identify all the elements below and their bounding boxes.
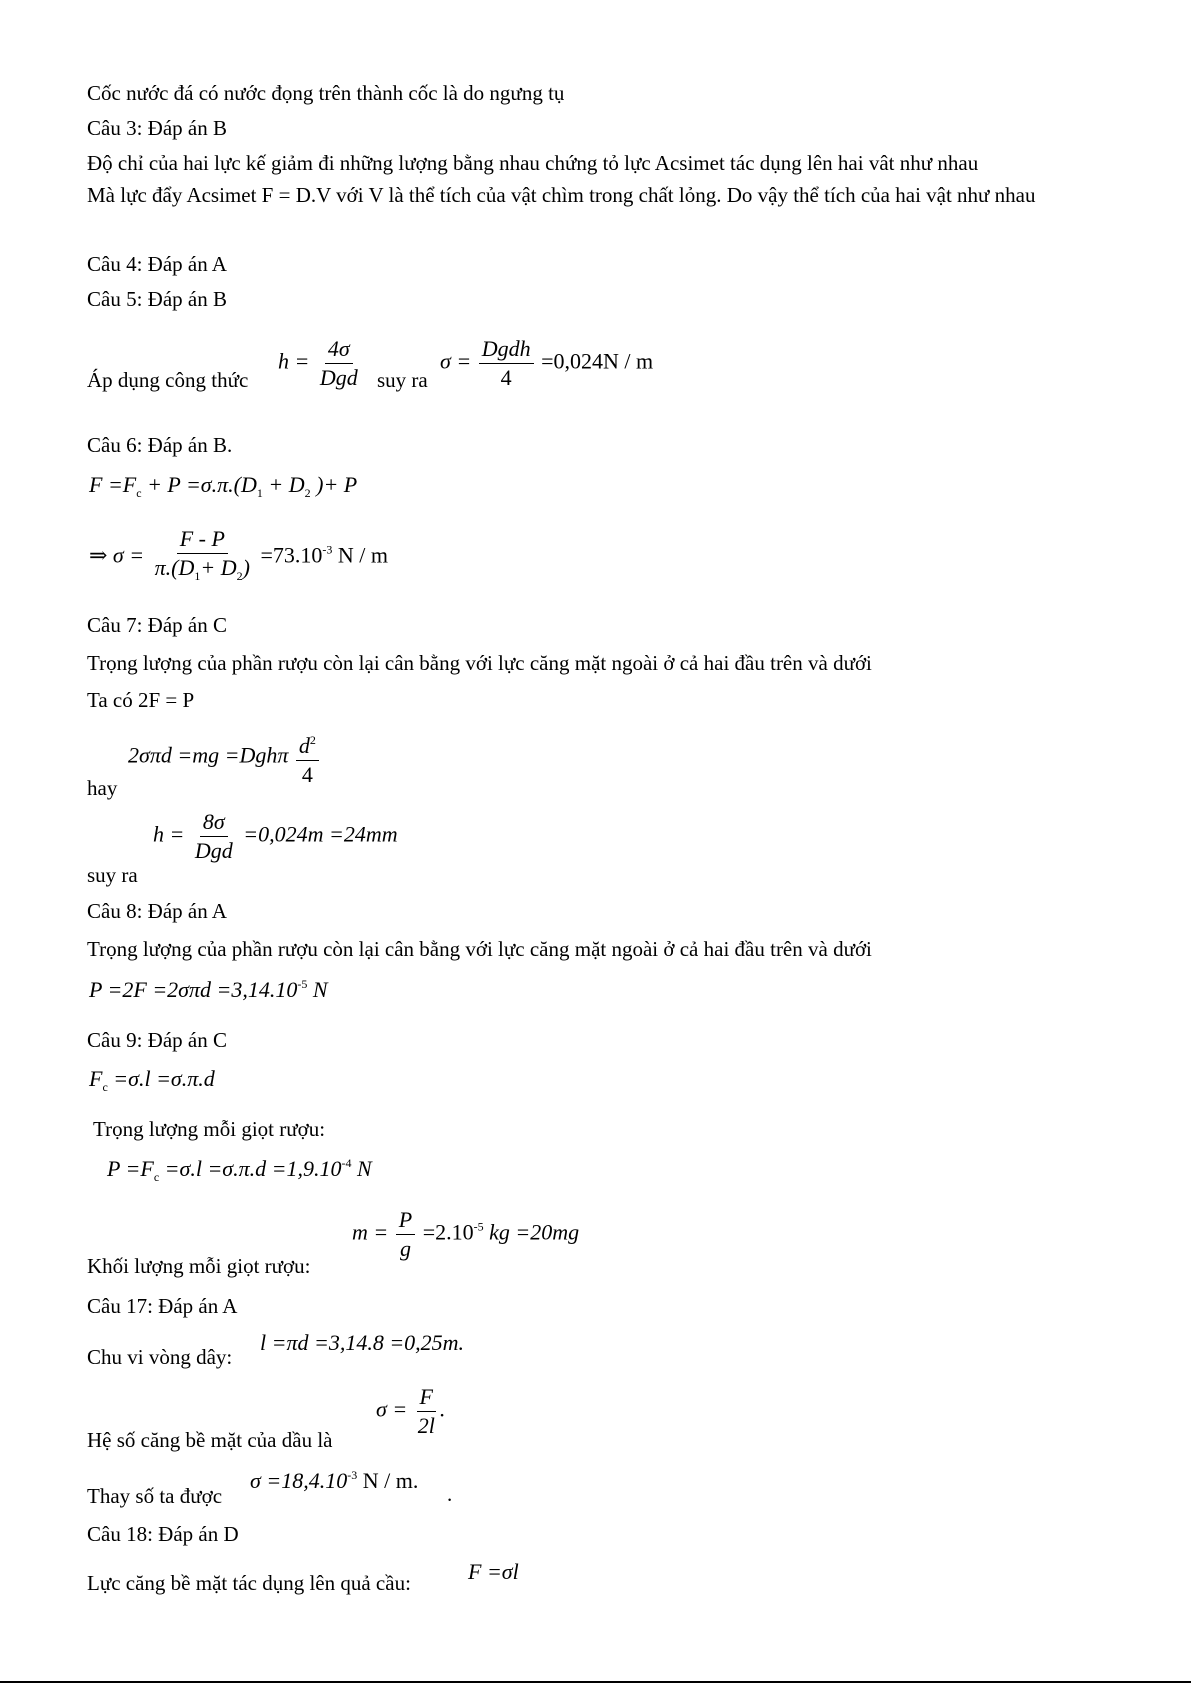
text-line: Trọng lượng mỗi giọt rượu: bbox=[93, 1117, 326, 1141]
question-heading: Câu 17: Đáp án A bbox=[87, 1294, 238, 1318]
text-line: Khối lượng mỗi giọt rượu: bbox=[87, 1254, 311, 1278]
page-bottom-rule bbox=[0, 1681, 1191, 1683]
formula-force: $F =F_c + P =\sigma.\pi.(D_1 + D_2$ )+ P bbox=[89, 472, 358, 500]
text-label: Thay số ta được bbox=[87, 1484, 223, 1508]
text-line: Độ chỉ của hai lực kế giảm đi những lượng bằng nhau chứng tỏ lực Acsimet tác dụng lên hai vât như nhau bbox=[87, 151, 979, 175]
text-label: Áp dụng công thức bbox=[87, 368, 249, 392]
formula-height: h = $\frac{8\sigma}{\text{Dgd}}$ =0,024m =24mm bbox=[153, 809, 398, 863]
text-line: Cốc nước đá có nước đọng trên thành cốc là do ngưng tụ bbox=[87, 81, 565, 105]
question-heading: Câu 6: Đáp án B. bbox=[87, 433, 233, 457]
formula-sigma-result: ⇒ σ = $\frac{F - P}{\pi.(D_1+ D_2)}$ $=73.10^{-3}$ N / m bbox=[89, 526, 388, 583]
question-heading: Câu 8: Đáp án A bbox=[87, 899, 227, 923]
text-line: Trọng lượng của phần rượu còn lại cân bằng với lực căng mặt ngoài ở cả hai đầu trên và dưới bbox=[87, 651, 872, 675]
formula-tension: F =σl bbox=[468, 1559, 519, 1584]
formula-sigma: σ = $\frac{\text{Dgdh}}{4}$ =0,024N / m bbox=[440, 336, 654, 390]
formula-drop-weight: $P =F_c =\sigma.l =\sigma.\pi.d =1,9.10^{-4}$ N bbox=[107, 1156, 372, 1184]
formula-circumference: l =πd =3,14.8 =0,25m. bbox=[260, 1330, 465, 1355]
question-heading: Câu 4: Đáp án A bbox=[87, 252, 227, 276]
question-heading: Câu 9: Đáp án C bbox=[87, 1028, 227, 1052]
formula-weight: $P =2F =2\sigma\pi d =3,14.10^{-5}$ N bbox=[89, 977, 328, 1002]
question-heading: Câu 18: Đáp án D bbox=[87, 1522, 239, 1546]
text-label: suy ra bbox=[87, 863, 138, 887]
text-label: Hệ số căng bề mặt của dầu là bbox=[87, 1428, 333, 1452]
question-heading: Câu 7: Đáp án C bbox=[87, 613, 227, 637]
formula-equilibrium: 2σπd =mg =Dghπ $\frac{d^2}{4}$ bbox=[128, 728, 321, 787]
formula-coefficient: σ = $\frac{F}{2l}$ . bbox=[376, 1384, 446, 1438]
text-label: . bbox=[447, 1482, 453, 1506]
text-label: Chu vi vòng dây: bbox=[87, 1345, 233, 1369]
formula-h: h = $\frac{4\sigma}{\text{Dgd}}$ bbox=[278, 336, 358, 390]
text-label: hay bbox=[87, 776, 118, 800]
question-heading: Câu 3: Đáp án B bbox=[87, 116, 227, 140]
text-label: suy ra bbox=[377, 368, 428, 392]
formula-surface-force: $F_c =\sigma.l =\sigma.\pi.d$ bbox=[89, 1066, 215, 1094]
question-heading: Câu 5: Đáp án B bbox=[87, 287, 227, 311]
text-paragraph: Mà lực đẩy Acsimet F = D.V với V là thể tích của vật chìm trong chất lỏng. Do vậy thể tích của hai vật như nhau bbox=[87, 183, 1036, 207]
text-line: Ta có 2F = P bbox=[87, 688, 195, 712]
formula-drop-mass: m = $\frac{P}{g}$ $=2.10^{-5}$ kg =20mg bbox=[352, 1207, 580, 1261]
formula-result: $\sigma =18,4.10^{-3}$ N / m. bbox=[250, 1468, 419, 1493]
text-line: Trọng lượng của phần rượu còn lại cân bằng với lực căng mặt ngoài ở cả hai đầu trên và dưới bbox=[87, 937, 872, 961]
text-label: Lực căng bề mặt tác dụng lên quả cầu: bbox=[87, 1571, 411, 1595]
